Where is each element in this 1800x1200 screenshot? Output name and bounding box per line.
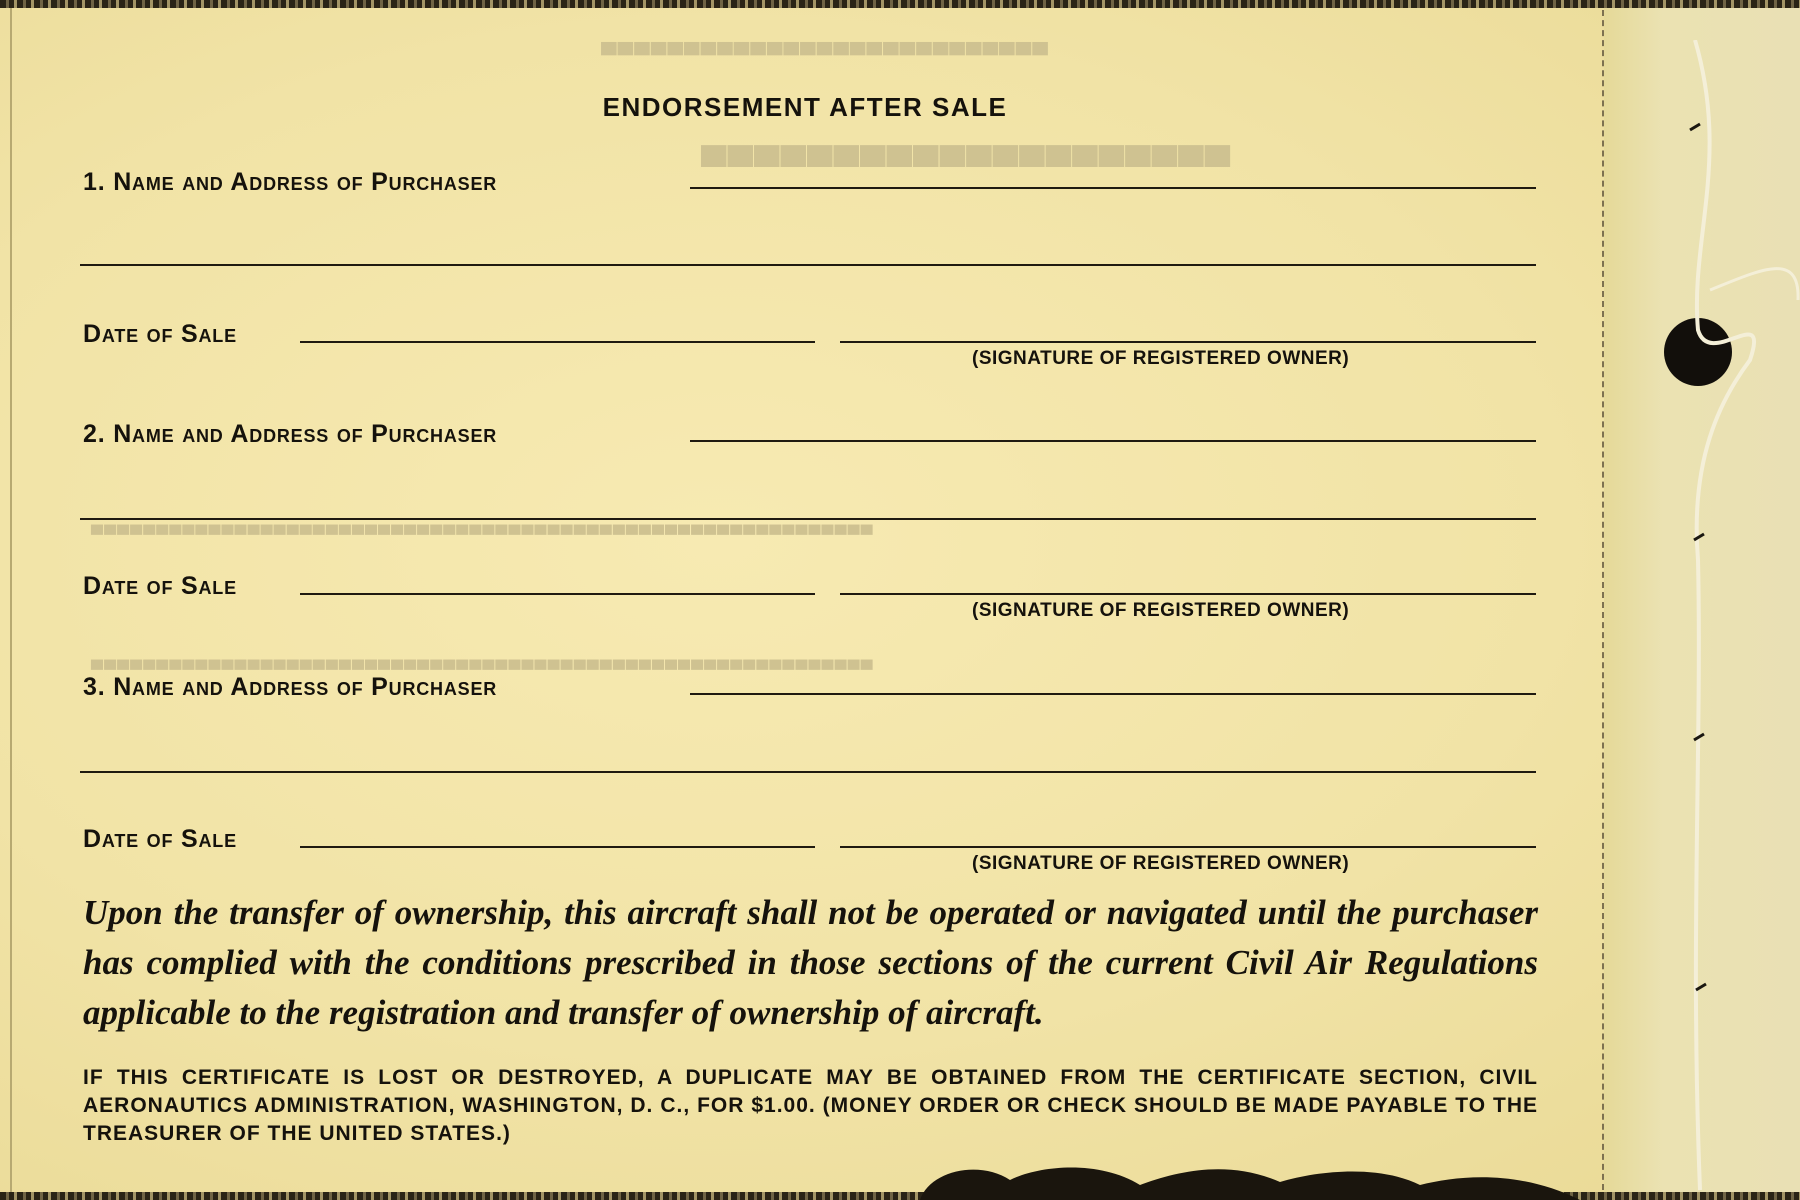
owner-signature-1-line[interactable] — [840, 341, 1536, 343]
duplicate-certificate-notice: IF THIS CERTIFICATE IS LOST OR DESTROYED, A DUPLICATE MAY BE OBTAINED FROM THE CERTIFICATE SECTION, CIVIL AERONAUTICS ADMINISTRATION, WASHINGTON, D. C., FOR $1.00. (MONEY ORDER OR CHECK SHOULD BE MADE PAYABLE TO THE TREASURER OF THE UNITED STATES.) — [83, 1066, 1538, 1145]
show-through-body-2: ▀▀▀▀▀▀▀▀▀▀▀▀▀▀▀▀▀▀▀▀▀▀▀▀▀▀▀▀▀▀▀▀▀▀▀▀▀▀▀▀▀▀▀▀▀▀▀▀▀▀▀▀▀▀▀▀▀▀▀▀ — [90, 660, 873, 679]
signature-3-caption: (SIGNATURE OF REGISTERED OWNER) — [972, 853, 1350, 874]
date-of-sale-1-line[interactable] — [300, 341, 815, 343]
purchaser-1-label: 1. Name and Address of Purchaser — [83, 168, 498, 196]
binding-string-icon — [1650, 40, 1800, 1200]
signature-2-caption: (SIGNATURE OF REGISTERED OWNER) — [972, 600, 1350, 621]
purchaser-2-line[interactable] — [690, 440, 1536, 442]
date-of-sale-3-line[interactable] — [300, 846, 815, 848]
purchaser-3-address-line[interactable] — [80, 771, 1536, 773]
date-of-sale-3-label: Date of Sale — [83, 825, 237, 853]
date-of-sale-1-label: Date of Sale — [83, 320, 237, 348]
purchaser-1-address-line[interactable] — [80, 264, 1536, 266]
transfer-notice: Upon the transfer of ownership, this aircraft shall not be operated or navigated until the purchaser has complied with the conditions prescribed in those sections of the current Civil Air Regulations applicable to the registration and transfer of ownership of aircraft. — [83, 893, 1538, 1032]
purchaser-1-line[interactable] — [690, 187, 1536, 189]
page-title: ENDORSEMENT AFTER SALE — [602, 92, 1008, 122]
show-through-header: ▀▀▀▀▀▀▀▀▀▀▀▀▀▀▀▀▀▀▀▀▀▀▀▀▀▀▀ — [600, 42, 1048, 67]
purchaser-2-label: 2. Name and Address of Purchaser — [83, 420, 498, 448]
date-of-sale-2-label: Date of Sale — [83, 572, 237, 600]
show-through-title: ▀▀▀▀▀▀▀▀▀▀▀▀▀▀▀▀▀▀▀▀ — [700, 145, 1231, 186]
purchaser-3-line[interactable] — [690, 693, 1536, 695]
top-perforated-edge — [0, 0, 1800, 8]
show-through-body: ▀▀▀▀▀▀▀▀▀▀▀▀▀▀▀▀▀▀▀▀▀▀▀▀▀▀▀▀▀▀▀▀▀▀▀▀▀▀▀▀▀▀▀▀▀▀▀▀▀▀▀▀▀▀▀▀▀▀▀▀ — [90, 525, 873, 544]
owner-signature-3-line[interactable] — [840, 846, 1536, 848]
bottom-stain — [900, 1140, 1600, 1200]
signature-1-caption: (SIGNATURE OF REGISTERED OWNER) — [972, 348, 1350, 369]
purchaser-3-label: 3. Name and Address of Purchaser — [83, 673, 498, 701]
left-border-rule — [10, 0, 12, 1200]
owner-signature-2-line[interactable] — [840, 593, 1536, 595]
date-of-sale-2-line[interactable] — [300, 593, 815, 595]
perforation-line — [1602, 0, 1604, 1200]
purchaser-2-address-line[interactable] — [80, 518, 1536, 520]
